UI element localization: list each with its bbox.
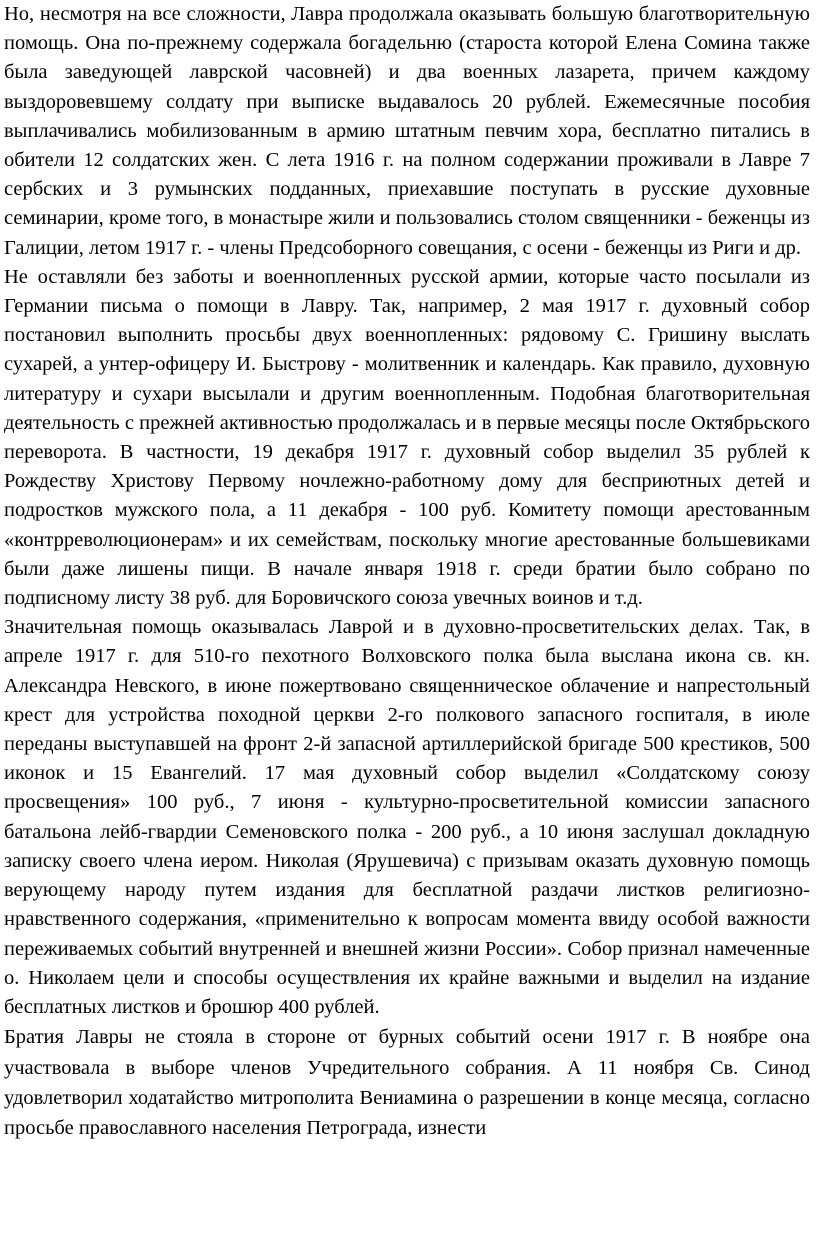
paragraph-autumn-1917: Братия Лавры не стояла в стороне от бурных событий осени 1917 г. В ноябре она участвовала в выборе членов Учредительного собрания. А 11 ноября Св. Синод удовлетворил ходатайство митрополита Вениамина о разрешении в конце месяца, согласно просьбе православного населения Петрограда, изнести — [4, 1026, 810, 1140]
paragraph-charity: Но, несмотря на все сложности, Лавра продолжала оказывать большую благотворительную помощь. Она по-прежнему содержала богадельню (староста которой Елена Сомина также была заведующей лаврской часовней) и два военных лазарета, причем каждому выздоровевшему солдату при выписке выдавалось 20 рублей. Ежемесячные пособия выплачивались мобилизованным в армию штатным певчим хора, бесплатно питались в обители 12 солдатских жен. С лета 1916 г. на полном содержании проживали в Лавре 7 сербских и 3 румынских подданных, приехавшие поступать в русские духовные семинарии, кроме того, в монастыре жили и пользовались столом священники - беженцы из Галиции, летом 1917 г. - члены Предсоборного совещания, с осени - беженцы из Риги и др. — [4, 3, 810, 259]
paragraph-prisoners-of-war: Не оставляли без заботы и военнопленных русской армии, которые часто посылали из Германии письма о помощи в Лавру. Так, например, 2 мая 1917 г. духовный собор постановил выполнить просьбы двух военнопленных: рядовому С. Гришину выслать сухарей, а унтер-офицеру И. Быстрову - молитвенник и календарь. Как правило, духовную литературу и сухари высылали и другим военнопленным. Подобная благотворительная деятельность с прежней активностью продолжалась и в первые месяцы после Октябрьского переворота. В частности, 19 декабря 1917 г. духовный собор выделил 35 рублей к Рождеству Христову Первому ночлежно-работному дому для бесприютных детей и подростков мужского пола, а 11 декабря - 100 руб. Комитету помощи арестованным «контрреволюционерам» и их семействам, поскольку многие арестованные большевиками были даже лишены пищи. В начале января 1918 г. среди братии было собрано по подписному листу 38 руб. для Боровичского союза увечных воинов и т.д. — [4, 265, 810, 610]
paragraph-education-help: Значительная помощь оказывалась Лаврой и в духовно-просветительских делах. Так, в апреле 1917 г. для 510-го пехотного Волховского полка была выслана икона св. кн. Александра Невского, в июне пожертвовано священническое облачение и напрестольный крест для устройства походной церкви 2-го полкового запасного госпиталя, в июле переданы выступавшей на фронт 2-й запасной артиллерийской бригаде 500 крестиков, 500 иконок и 15 Евангелий. 17 мая духовный собор выделил «Солдатскому союзу просвещения» 100 руб., 7 июня - культурно-просветительной комиссии запасного батальона лейб-гвардии Семеновского полка - 200 руб., а 10 июня заслушал докладную записку своего члена иером. Николая (Ярушевича) с призывам оказать духовную помощь верующему народу путем издания для бесплатной раздачи листков религиозно-нравственного содержания, «применительно к вопросам момента ввиду особой важности переживаемых событий внутренней и внешней жизни России». Собор признал намеченные о. Николаем цели и способы осуществления их крайне важными и выделил на издание бесплатных листков и брошюр 400 рублей. — [4, 616, 810, 1018]
